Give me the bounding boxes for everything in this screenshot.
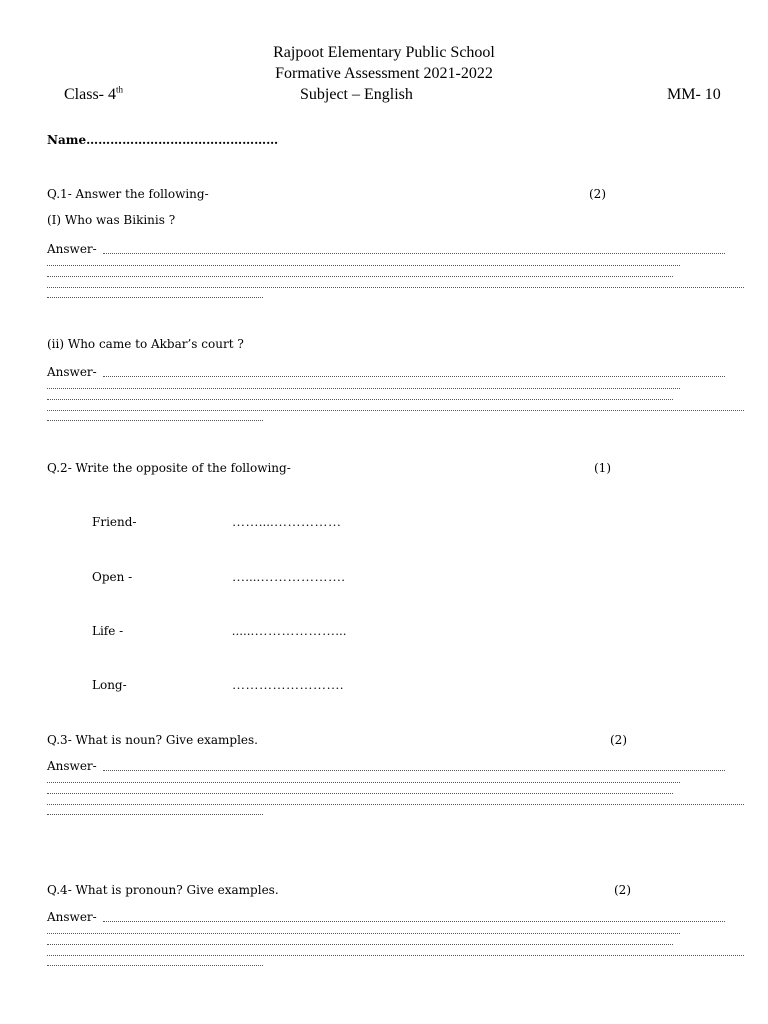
answer-line [47,410,744,411]
school-name: Rajpoot Elementary Public School [273,44,495,61]
answer-line [103,253,725,254]
answer-line [103,921,725,922]
q1-part1-answer-label: Answer- [47,242,97,256]
answer-line [47,287,744,288]
answer-line [47,276,673,277]
q2-marks: (1) [594,461,611,475]
q3-answer-label: Answer- [47,759,97,773]
opposite-blank: ......………………... [232,623,347,638]
class-text: Class- 4 [64,86,116,103]
answer-line [47,933,680,934]
class-label [64,86,123,104]
answer-line [47,399,673,400]
opposite-word: Friend- [92,515,137,529]
answer-line [47,420,263,421]
answer-line [47,955,744,956]
answer-line [47,793,673,794]
q1-part2: (ii) Who came to Akbar’s court ? [47,337,244,351]
answer-line [47,965,263,966]
answer-line [103,770,725,771]
answer-line [47,265,680,266]
opposite-word: Open - [92,570,133,584]
max-marks: MM- 10 [667,86,721,103]
assessment-title: Formative Assessment 2021-2022 [275,65,493,82]
q1-part2-answer-label: Answer- [47,365,97,379]
name-field-label: Name………………………………………… [47,133,279,147]
q3-marks: (2) [610,733,627,747]
q1-marks: (2) [589,187,606,201]
q3-question: Q.3- What is noun? Give examples. [47,733,258,747]
opposite-blank: ……....…………… [232,514,342,529]
opposite-word: Long- [92,678,127,692]
class-suffix: th [116,84,124,95]
q4-marks: (2) [614,883,631,897]
answer-line [47,782,680,783]
opposite-word: Life - [92,624,124,638]
opposite-blank: …....………………. [232,569,346,584]
opposite-blank: ……………………. [232,677,344,692]
answer-line [47,804,744,805]
subject-label: Subject – English [300,86,413,103]
answer-line [47,814,263,815]
q1-question: Q.1- Answer the following- [47,187,209,201]
answer-line [103,376,725,377]
q1-part1: (I) Who was Bikinis ? [47,213,176,227]
q4-answer-label: Answer- [47,910,97,924]
answer-line [47,388,680,389]
q2-question: Q.2- Write the opposite of the following- [47,461,291,475]
answer-line [47,944,673,945]
answer-line [47,297,263,298]
q4-question: Q.4- What is pronoun? Give examples. [47,883,279,897]
